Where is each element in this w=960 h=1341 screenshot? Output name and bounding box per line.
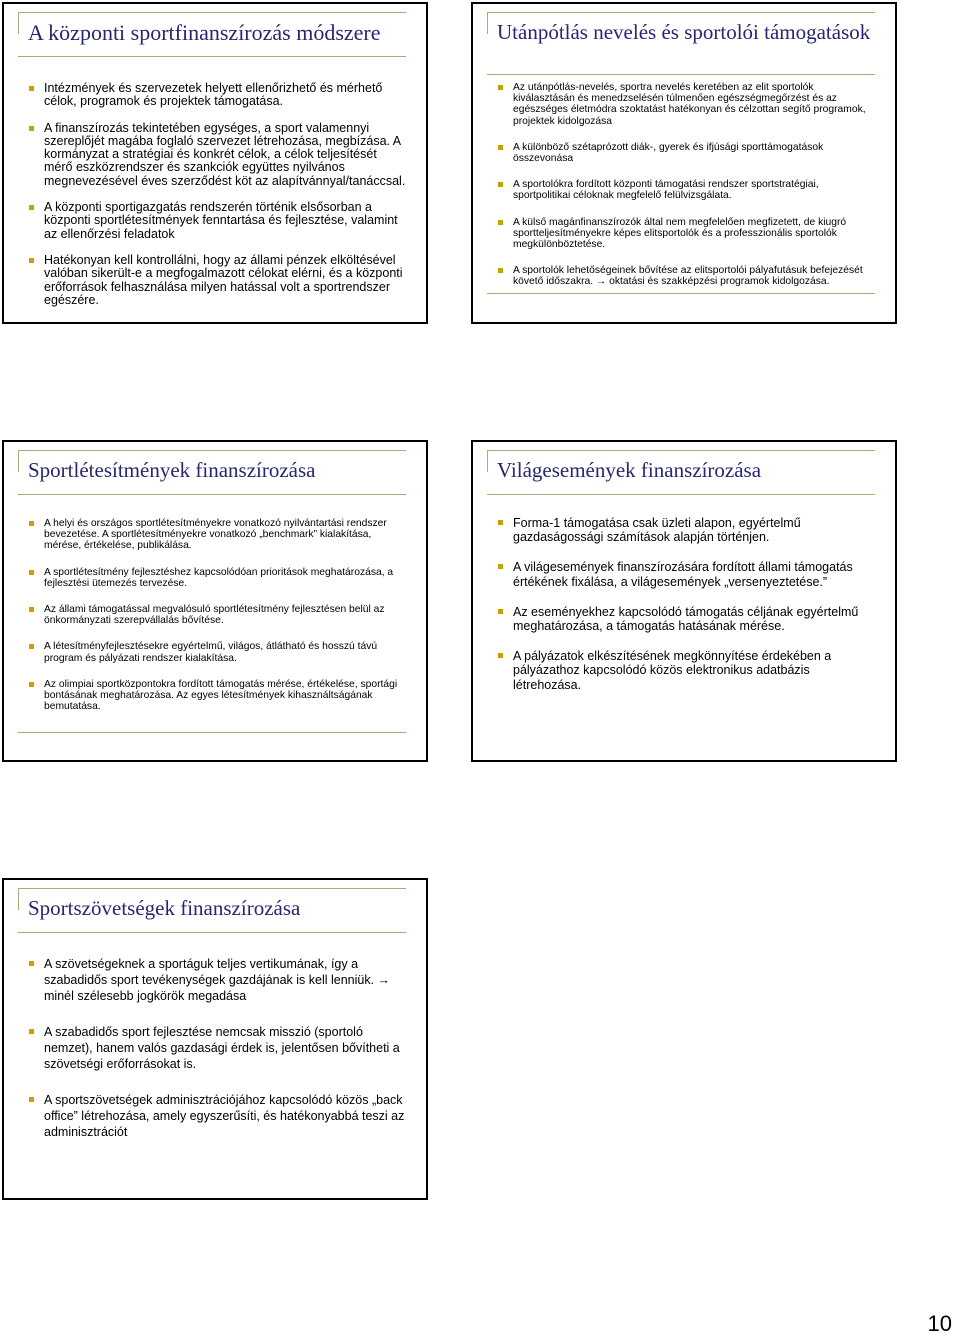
slide-bottom-rule [18,732,406,733]
list-item: A központi sportigazgatás rendszerén történik elsősorban a központi sportlétesítmények fenntartása és fejlesztése, valamint az ellenőrzési feladatok [26,201,406,241]
list-item: A finanszírozás tekintetében egységes, a sport valamennyi szereplőjét magába foglaló szervezet létrehozása, megbízása. A kormányzat a stratégiai és konkrét célok, a célok teljesítését mérő eszközrendszer és szankciók együttes nyilvános megnevezésével éves szerződést köt az alapítvánnyal/tanáccsal. [26,122,406,188]
bullet-icon [498,268,503,273]
list-item: Az utánpótlás-nevelés, sportra nevelés keretében az elit sportolók kiválasztásán és menedzselésén túlmenően egészségmegőrzést és az egészséges életmódra szoktatást hatékonyan és célzottan segítő programok, projektek kidolgozása [495,82,875,127]
bullet-icon [29,682,34,687]
bullet-icon [29,1097,34,1102]
list-item: A világesemények finanszírozására fordított állami támogatás értékének fixálása, a világesemények „versenyeztetése.” [495,560,875,588]
list-item: A szabadidős sport fejlesztése nemcsak misszió (sportoló nemzet), hanem valós gazdasági érdek is, jelentősen bővítheti a szövetségi erőforrásokat is. [26,1024,406,1072]
bullet-icon [29,258,34,263]
bullet-icon [29,644,34,649]
slide-corner-rule [18,450,27,472]
bullet-icon [498,609,503,614]
slide-title: Világesemények finanszírozása [497,458,762,482]
list-item: Forma-1 támogatása csak üzleti alapon, egyértelmű gazdaságossági számítások alapján történjen. [495,516,875,544]
bullet-list [26,956,406,1140]
bullet-icon [498,220,503,225]
list-item: Az eseményekhez kapcsolódó támogatás céljának egyértelmű meghatározása, a támogatás hatásának mérése. [495,605,875,633]
bullet-list [26,82,406,307]
bullet-icon [498,85,503,90]
bullet-icon [29,1029,34,1034]
bullet-list [495,82,875,288]
slide-3 [2,440,428,762]
slide-title-rule [487,74,875,75]
bullet-icon [498,653,503,658]
bullet-list [26,518,406,712]
bullet-icon [29,607,34,612]
list-item: A szövetségeknek a sportáguk teljes vertikumának, így a szabadidős sport tevékenységek gazdájának is kell lenniük. → minél szélesebb jogkörök megadása [26,956,406,1004]
slide-corner-rule [18,12,27,34]
slide-title-rule [18,932,406,933]
slide-corner-rule [487,450,496,472]
slide-title: A központi sportfinanszírozás módszere [28,20,381,45]
slide-top-rule [487,12,875,13]
list-item: Intézmények és szervezetek helyett ellenőrizhető és mérhető célok, programok és projektek támogatása. [26,82,406,109]
slide-bottom-rule [487,293,875,294]
slide-5 [2,878,428,1200]
bullet-icon [29,521,34,526]
list-item: Az állami támogatással megvalósuló sportlétesítmény fejlesztésen belül az önkormányzati szerepvállalás bővítése. [26,604,406,626]
slide-title-rule [18,494,406,495]
slide-title: Sportszövetségek finanszírozása [28,896,301,920]
bullet-icon [29,570,34,575]
list-item: A létesítményfejlesztésekre egyértelmű, világos, átlátható és hosszú távú program és pályázati rendszer kialakítása. [26,641,406,663]
bullet-icon [29,86,34,91]
slide-top-rule [18,888,406,889]
slide-title-rule [487,494,875,495]
bullet-icon [29,205,34,210]
bullet-icon [29,961,34,966]
list-item: A pályázatok elkészítésének megkönnyítése érdekében a pályázathoz kapcsolódó közös elektronikus adatbázis létrehozása. [495,649,875,692]
slide-1 [2,2,428,324]
page-number: 10 [927,1311,952,1336]
list-item: A helyi és országos sportlétesítményekre vonatkozó nyilvántartási rendszer bevezetése. A sportlétesítményekre vonatkozó „benchmark” kialakítása, mérése, értékelése, publikálása. [26,518,406,552]
list-item: A külső magánfinanszírozók által nem megfelelően megfizetett, de kiugró sportteljesítményekre képes elitsportolók és a professzionális sportolók megkülönböztetése. [495,217,875,251]
slide-2 [471,2,897,324]
list-item: Hatékonyan kell kontrollálni, hogy az állami pénzek elköltésével valóban sikerült-e a megfogalmazott célokat elérni, és a központi erőforrások felhasználása milyen hatással volt a sportrendszer egészére. [26,254,406,307]
list-item: A sportolókra fordított központi támogatási rendszer sportstratégiai, sportpolitikai céloknak megfelelő felülvizsgálata. [495,179,875,201]
list-item: A sportszövetségek adminisztrációjához kapcsolódó közös „back office” létrehozása, amely egyszerűsíti, és hatékonyabbá teszi az adminisztrációt [26,1092,406,1140]
bullet-icon [498,145,503,150]
slide-title-rule [18,56,406,57]
slide-top-rule [487,450,875,451]
slide-top-rule [18,450,406,451]
slide-4 [471,440,897,762]
slide-title: Utánpótlás nevelés és sportolói támogatások [497,20,871,44]
slide-corner-rule [18,888,27,910]
bullet-icon [498,520,503,525]
bullet-icon [498,182,503,187]
bullet-list [495,516,875,692]
slide-corner-rule [487,12,496,34]
list-item: Az olimpiai sportközpontokra fordított támogatás mérése, értékelése, sportági bontásának meghatározása. Az egyes létesítmények kihasználtságának bemutatása. [26,679,406,713]
bullet-icon [498,564,503,569]
list-item: A különböző szétaprózott diák-, gyerek és ifjúsági sporttámogatások összevonása [495,142,875,164]
bullet-icon [29,126,34,131]
slide-top-rule [18,12,406,13]
slide-title: Sportlétesítmények finanszírozása [28,458,316,482]
list-item: A sportlétesítmény fejlesztéshez kapcsolódóan prioritások meghatározása, a fejlesztési ütemezés tervezése. [26,567,406,589]
list-item: A sportolók lehetőségeinek bővítése az elitsportolói pályafutásuk befejezését követő időszakra. → oktatási és szakképzési programok kidolgozása. [495,265,875,287]
